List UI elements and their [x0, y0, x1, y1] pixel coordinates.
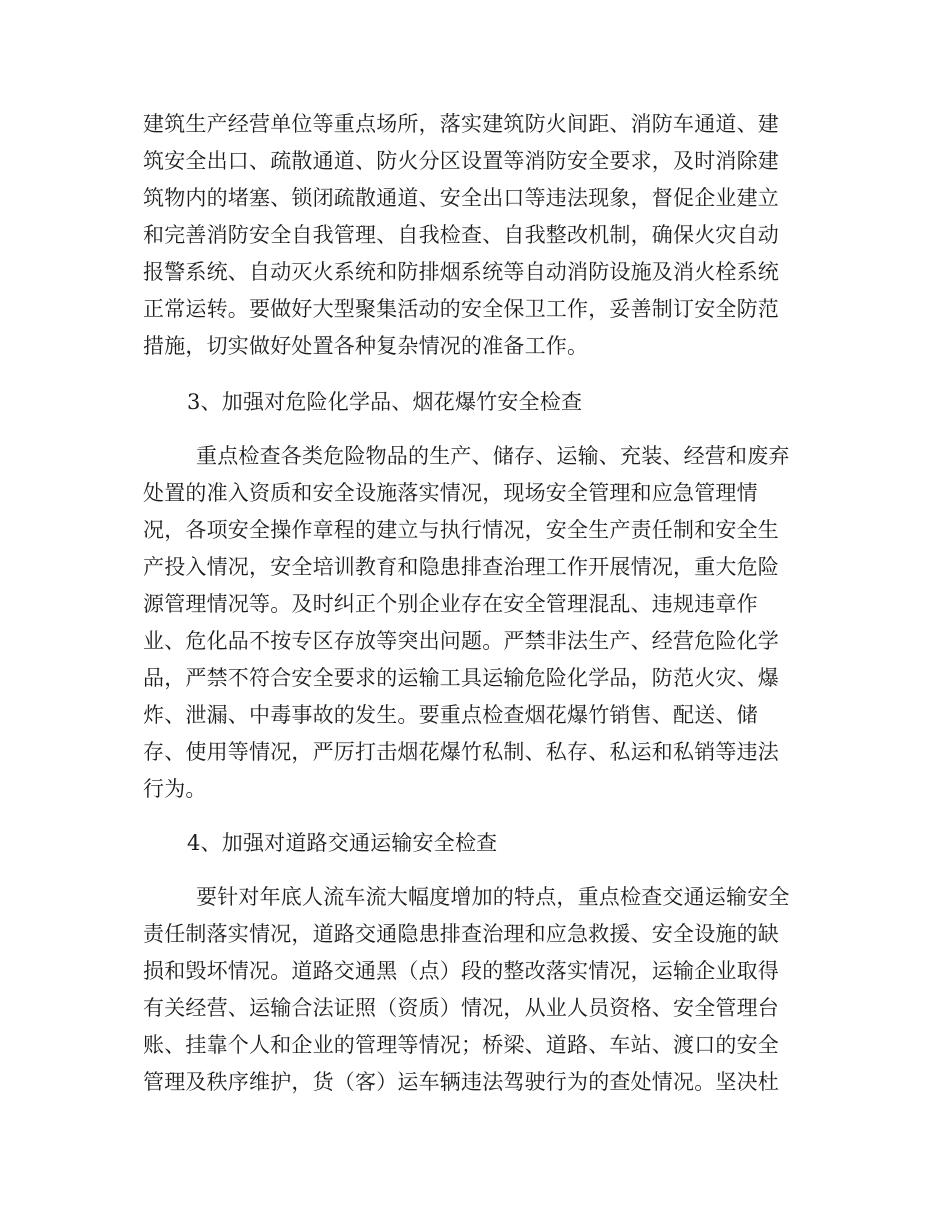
- text-line: 业、危化品不按专区存放等突出问题。严禁非法生产、经营危险化学: [143, 629, 779, 653]
- text-line: 措施，切实做好处置各种复杂情况的准备工作。: [143, 334, 589, 358]
- text-line: 品，严禁不符合安全要求的运输工具运输危险化学品，防范火灾、爆: [143, 666, 779, 690]
- text-line: 处置的准入资质和安全设施落实情况，现场安全管理和应急管理情: [143, 481, 758, 505]
- text-line: 炸、泄漏、中毒事故的发生。要重点检查烟花爆竹销售、配送、储: [143, 703, 758, 727]
- text-line: 损和毁坏情况。道路交通黑（点）段的整改落实情况，运输企业取得: [143, 959, 779, 983]
- section-heading-4: 4、加强对道路交通运输安全检查: [187, 831, 498, 855]
- text-line: 责任制落实情况，道路交通隐患排查治理和应急救援、安全设施的缺: [143, 922, 779, 946]
- text-line: 源管理情况等。及时纠正个别企业存在安全管理混乱、违规违章作: [143, 592, 758, 616]
- text-line: 正常运转。要做好大型聚集活动的安全保卫工作，妥善制订安全防范: [143, 297, 779, 321]
- text-line: 报警系统、自动灭火系统和防排烟系统等自动消防设施及消火栓系统: [143, 260, 779, 284]
- text-line: 筑安全出口、疏散通道、防火分区设置等消防安全要求，及时消除建: [143, 149, 779, 173]
- text-line: 和完善消防安全自我管理、自我检查、自我整改机制，确保火灾自动: [143, 223, 779, 247]
- text-line: 要针对年底人流车流大幅度增加的特点，重点检查交通运输安全: [196, 885, 790, 909]
- text-line: 管理及秩序维护，货（客）运车辆违法驾驶行为的查处情况。坚决杜: [143, 1070, 779, 1094]
- text-line: 产投入情况，安全培训教育和隐患排查治理工作开展情况，重大危险: [143, 555, 779, 579]
- text-line: 况，各项安全操作章程的建立与执行情况，安全生产责任制和安全生: [143, 518, 779, 542]
- text-line: 筑物内的堵塞、锁闭疏散通道、安全出口等违法现象，督促企业建立: [143, 186, 779, 210]
- text-line: 重点检查各类危险物品的生产、储存、运输、充装、经营和废弃: [196, 444, 790, 468]
- text-line: 有关经营、运输合法证照（资质）情况，从业人员资格、安全管理台: [143, 996, 779, 1020]
- text-line: 行为。: [143, 777, 207, 801]
- text-line: 存、使用等情况，严厉打击烟花爆竹私制、私存、私运和私销等违法: [143, 740, 779, 764]
- section-heading-3: 3、加强对危险化学品、烟花爆竹安全检查: [187, 390, 583, 414]
- text-line: 建筑生产经营单位等重点场所，落实建筑防火间距、消防车通道、建: [143, 112, 779, 136]
- text-line: 账、挂靠个人和企业的管理等情况；桥梁、道路、车站、渡口的安全: [143, 1033, 779, 1057]
